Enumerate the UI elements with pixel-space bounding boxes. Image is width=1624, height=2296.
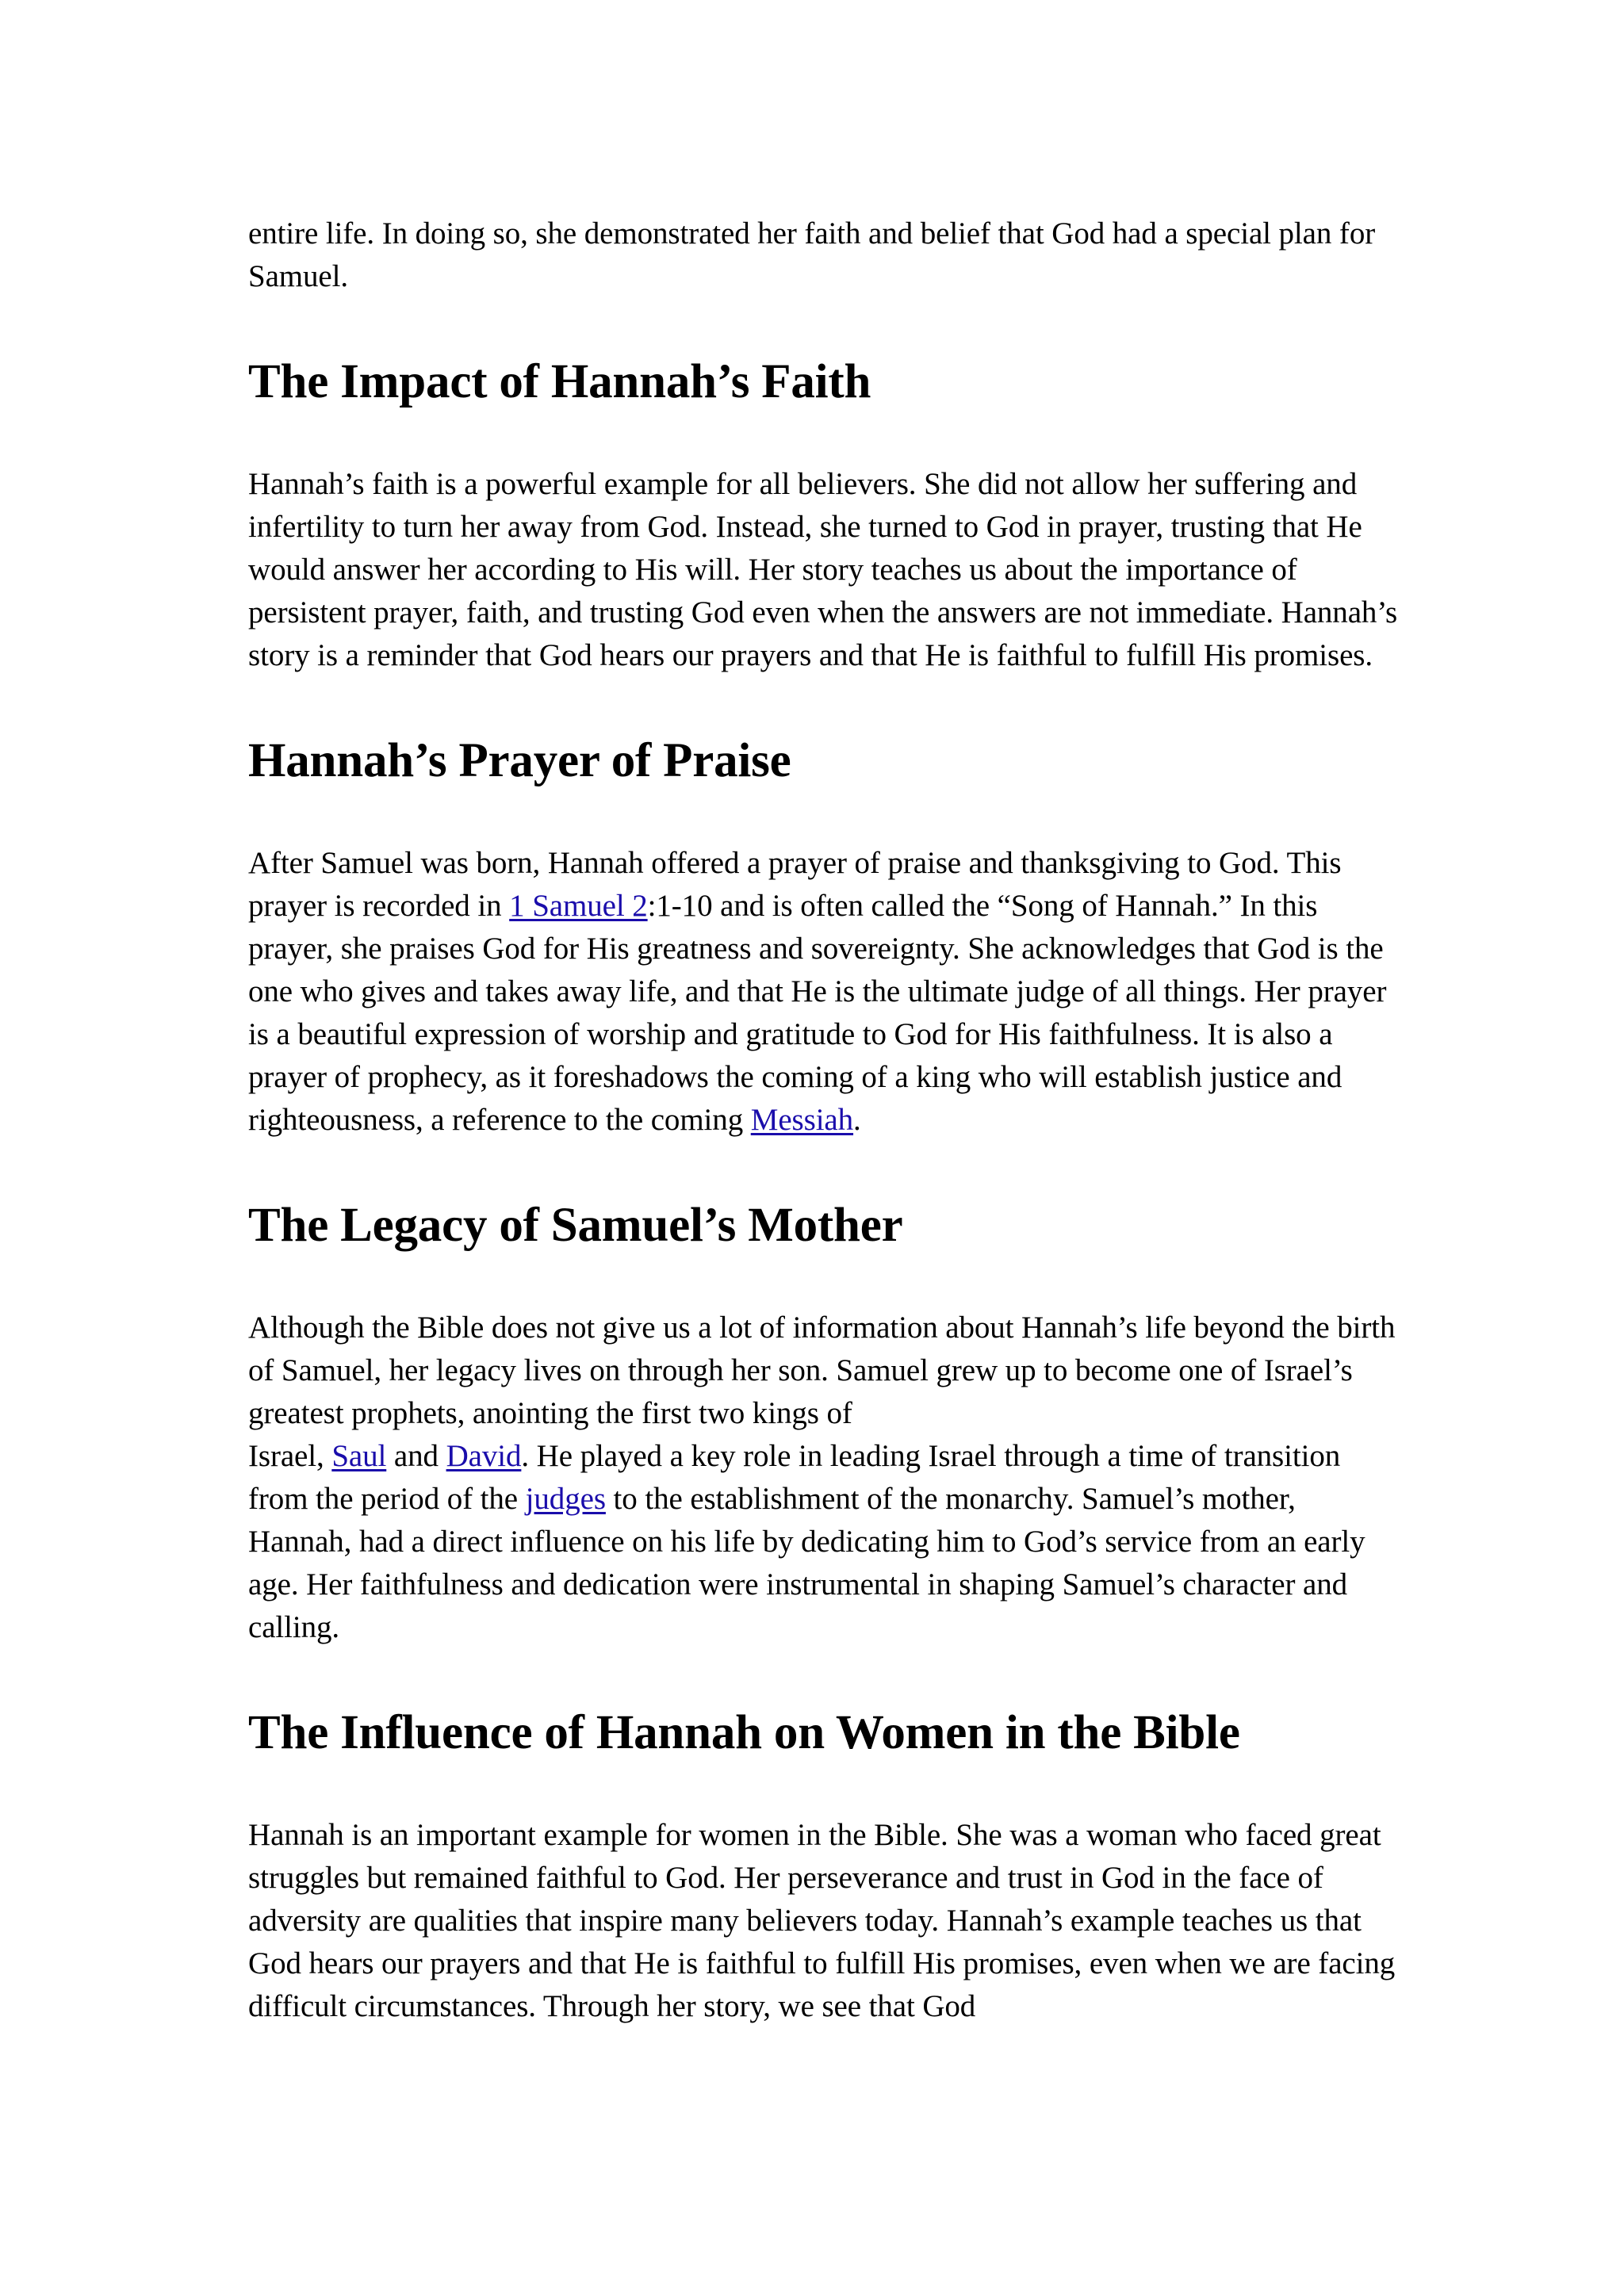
link-david[interactable]: David [446, 1439, 522, 1473]
paragraph-impact-of-hannahs-faith: Hannah’s faith is a powerful example for all believers. She did not allow her suffering and infertility to turn her away from God. Instead, she turned to God in prayer, trusting that He would answer her according to His will. Her story teaches us about the importance of persistent prayer, faith, and trusting God even when the answers are not immediate. Hannah’s story is a reminder that God hears our prayers and that He is faithful to fulfill His promises. [248, 467, 1398, 672]
intro-paragraph: entire life. In doing so, she demonstrated her faith and belief that God had a special plan for Samuel. [248, 216, 1376, 293]
paragraph-hannahs-prayer-of-praise [248, 842, 1406, 1142]
paragraph-text: . He played a key role in leading Israel through a time of transition from the period of the [248, 1439, 1341, 1516]
link-1-samuel-2[interactable]: 1 Samuel 2 [509, 889, 648, 923]
paragraph-text: . [853, 1103, 861, 1137]
paragraph-influence-of-hannah-on-women: Hannah is an important example for women in the Bible. She was a woman who faced great struggles but remained faithful to God. Her perseverance and trust in God in the face of adversity are qualities that inspire many believers today. Hannah’s example teaches us that God hears our prayers and that He is faithful to fulfill His promises, even when we are facing difficult circumstances. Through her story, we see that God [248, 1818, 1396, 2023]
link-saul[interactable]: Saul [331, 1439, 387, 1473]
heading-influence-of-hannah-on-women: The Influence of Hannah on Women in the Bible [248, 1706, 1240, 1759]
link-judges[interactable]: judges [525, 1482, 606, 1516]
document-page [248, 212, 1406, 2028]
paragraph-text: to the establishment of the monarchy. Samuel’s mother, Hannah, had a direct influence on his life by dedicating him to God’s service from an early age. Her faithfulness and dedication were instrumental in shaping Samuel’s character and calling. [248, 1482, 1365, 1644]
paragraph-text: Israel, [248, 1439, 332, 1473]
paragraph-text: Although the Bible does not give us a lot of information about Hannah’s life beyond the birth of Samuel, her legacy lives on through her son. Samuel grew up to become one of Israel’s greatest prophets, anointing the first two kings of [248, 1311, 1396, 1430]
link-messiah[interactable]: Messiah [750, 1103, 854, 1137]
heading-impact-of-hannahs-faith: The Impact of Hannah’s Faith [248, 355, 871, 408]
paragraph-text: and [386, 1439, 446, 1473]
paragraph-text: :1-10 and is often called the “Song of Hannah.” In this prayer, she praises God for His greatness and sovereignty. She acknowledges that God is the one who gives and takes away life, and that He is the ultimate judge of all things. Her prayer is a beautiful expression of worship and gratitude to God for His faithfulness. It is also a prayer of prophecy, as it foreshadows the coming of a king who will establish justice and righteousness, a reference to the coming [248, 889, 1387, 1137]
paragraph-legacy-of-samuels-mother [248, 1307, 1406, 1649]
heading-legacy-of-samuels-mother: The Legacy of Samuel’s Mother [248, 1199, 903, 1252]
paragraph-text: After Samuel was born, Hannah offered a prayer of praise and thanksgiving to God. This prayer is recorded in [248, 846, 1342, 923]
heading-hannahs-prayer-of-praise: Hannah’s Prayer of Praise [248, 734, 791, 787]
